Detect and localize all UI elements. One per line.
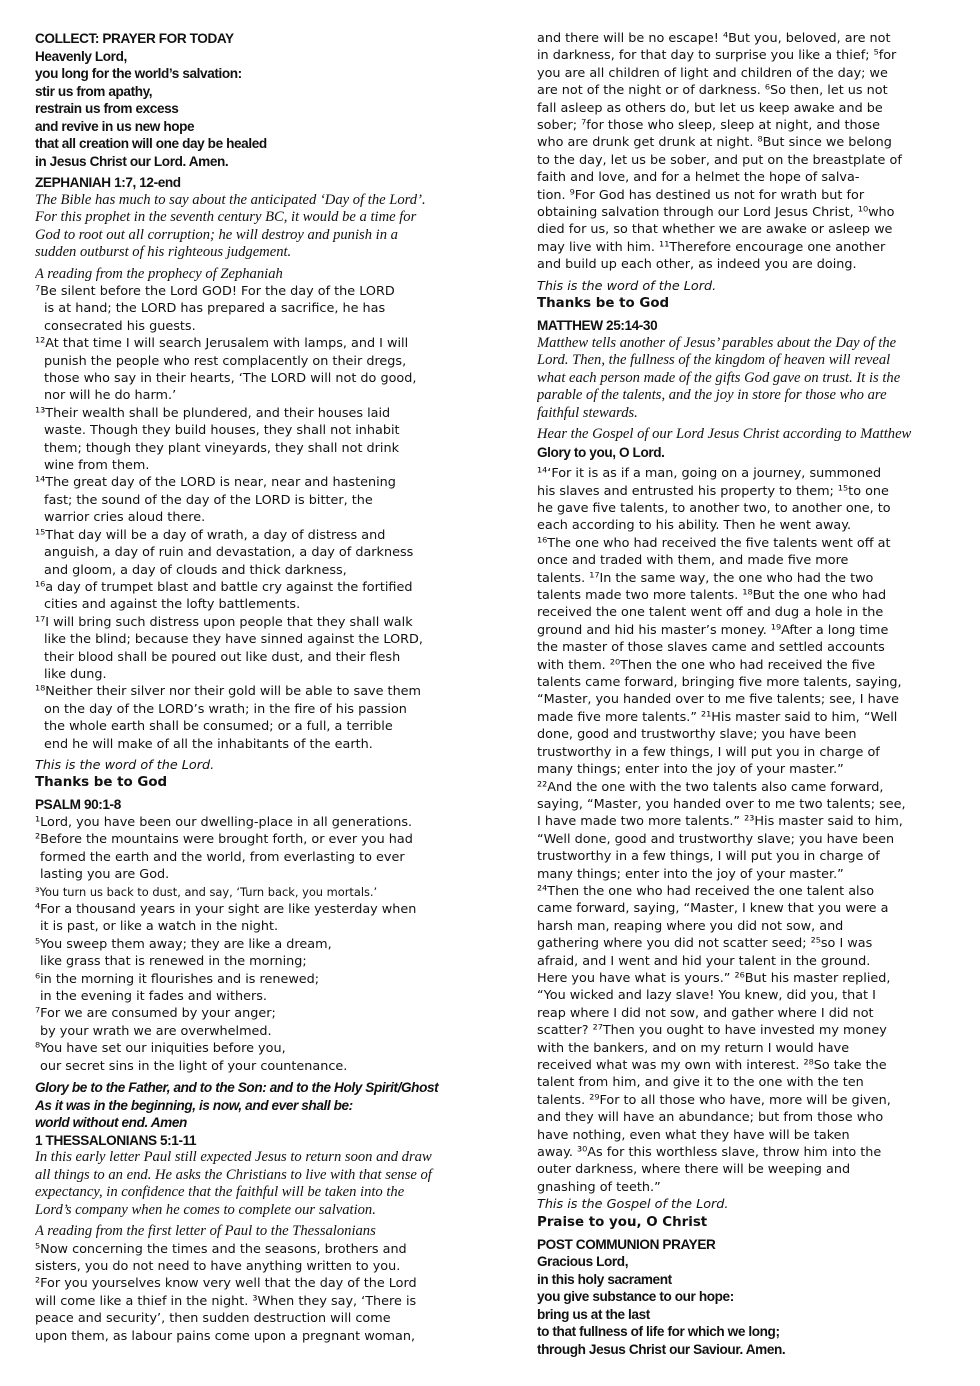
text-line: ¹³Their wealth shall be plundered, and their houses laid	[35, 405, 391, 421]
text-line: Glory to you, O Lord.	[537, 444, 665, 460]
text-line: talent from him, and give it to the one with the ten	[537, 1075, 864, 1091]
text-line: and there will be no escape! ⁴But you, beloved, are not	[537, 31, 891, 46]
text-line: fast; the sound of the day of the LORD is bitter, the	[44, 492, 373, 508]
text-line: ¹²At that time I will search Jerusalem with lamps, and I will	[35, 336, 409, 352]
text-line: came forward, saying, “Master, I knew that you were a	[537, 901, 889, 917]
text-line: ⁴For a thousand years in your sight are like yesterday when	[35, 902, 417, 917]
text-line: faithful stewards.	[537, 404, 638, 421]
text-line: talents made two more talents. ¹⁸But the one who had	[537, 588, 887, 604]
text-line: bring us at the last	[537, 1306, 650, 1322]
text-line: In this early letter Paul still expected Jesus to return soon and draw	[35, 1149, 432, 1166]
text-line: away. ³⁰As for this worthless slave, throw him into the	[537, 1145, 882, 1161]
text-line: I have made two more talents.” ²³His master said to him,	[537, 814, 903, 830]
text-line: to the day, let us be sober, and put on the breastplate of	[537, 152, 902, 168]
text-line: are not of the night or of darkness. ⁶So then, let us not	[537, 83, 888, 99]
text-line: sudden outburst of his righteous judgement.	[35, 244, 292, 260]
text-line: scatter? ²⁷Then you ought to have invested my money	[537, 1023, 887, 1039]
text-line: ²Before the mountains were brought forth, or ever you had	[35, 832, 413, 848]
text-line: A reading from the prophecy of Zephaniah	[35, 265, 283, 282]
text-line: who are drunk get drunk at night. ⁸But since we belong	[537, 135, 892, 151]
text-line: ¹⁴The great day of the LORD is near, near and hastening	[35, 475, 396, 491]
text-line: many things; enter into the joy of your master.”	[537, 866, 844, 882]
text-line: their blood shall be poured out like dust, and their flesh	[44, 649, 401, 665]
text-line: that all creation will one day be healed	[35, 136, 267, 151]
text-line: ²⁴Then the one who had received the one talent also	[537, 883, 875, 899]
text-line: those who say in their hearts, ‘The LORD will not do good,	[44, 371, 417, 387]
text-line: nor will he do harm.’	[44, 388, 177, 404]
text-line: gathering where you did not scatter seed; ²⁵so I was	[537, 936, 873, 952]
text-line: tion. ⁹For God has destined us not for wrath but for	[537, 187, 865, 203]
text-line: POST COMMUNION PRAYER	[537, 1236, 716, 1252]
text-line: Here you have what is yours.” ²⁶But his master replied,	[537, 970, 891, 986]
text-line: you are all children of light and children of the day; we	[537, 65, 888, 81]
text-line: Lord’s company when he comes to complete our salvation.	[35, 1201, 376, 1218]
text-line: ¹⁶The one who had received the five talents went off at	[537, 535, 891, 551]
text-line: God to root out all corruption; he will destroy and punish in a	[35, 226, 398, 243]
text-line: consecrated his guests.	[44, 318, 196, 334]
text-line: received what was my own with interest. ²⁸So take the	[537, 1058, 887, 1073]
text-line: Glory be to the Father, and to the Son: and to the Holy Spirit/Ghost	[35, 1080, 439, 1096]
text-line: ¹⁶a day of trumpet blast and battle cry against the fortified	[35, 579, 413, 595]
text-line: all things to an end. He asks the Christians to live with that sense of	[35, 1166, 432, 1183]
text-line: sober; ⁷for those who sleep, sleep at night, and those	[537, 118, 880, 134]
text-line: saying, “Master, you handed over to me two talents; see,	[537, 796, 906, 812]
text-line: outer darkness, where there will be weeping and	[537, 1162, 851, 1178]
text-line: like the blind; because they have sinned against the LORD,	[44, 632, 423, 648]
text-line: and revive in us new hope	[35, 118, 195, 134]
text-line: end he will make of all the inhabitants of the earth.	[44, 736, 373, 752]
text-line: parable of the talents, and the joy in store for those who are	[537, 387, 887, 404]
text-line: and gloom, a day of clouds and thick darkness,	[44, 562, 347, 578]
text-line: trustworthy in a few things, I will put you in charge of	[537, 849, 880, 865]
text-line: will come like a thief in the night. ³When they say, ‘There is	[35, 1293, 417, 1309]
text-line: ⁸You have set our iniquities before you,	[35, 1041, 286, 1057]
text-line: formed the earth and the world, from everlasting to ever	[40, 849, 405, 865]
text-line: ¹⁷I will bring such distress upon people that they shall walk	[35, 614, 413, 630]
text-line: ²For you yourselves know very well that the day of the Lord	[35, 1276, 417, 1292]
text-line: faith and love, and for a helmet the hope of salva-	[537, 170, 860, 186]
text-line: trustworthy in a few things, I will put you in charge of	[537, 744, 880, 760]
text-line: “You wicked and lazy slave! You knew, did you, that I	[537, 988, 876, 1004]
text-line: stir us from apathy,	[35, 83, 153, 99]
text-line: obtaining salvation through our Lord Jesus Christ, ¹⁰who	[537, 205, 895, 221]
text-line: Hear the Gospel of our Lord Jesus Christ according to Matthew	[537, 426, 912, 443]
text-line: to that fullness of life for which we long;	[537, 1324, 780, 1340]
text-line: and they will have an abundance; but from those who	[537, 1110, 884, 1126]
text-line: ground and hid his master’s money. ¹⁹After a long time	[537, 622, 889, 638]
text-line: world without end. Amen	[35, 1115, 187, 1131]
text-line: “Well done, good and trustworthy slave; you have been	[537, 831, 895, 847]
text-line: his slaves and entrusted his property to them; ¹⁵to one	[537, 483, 889, 499]
text-line: wine from them.	[44, 458, 150, 474]
text-line: peace and security’, then sudden destruction will come	[35, 1311, 391, 1327]
text-line: ²²And the one with the two talents also came forward,	[537, 779, 884, 795]
text-line: is at hand; the LORD has prepared a sacrifice, he has	[44, 301, 386, 317]
text-line: made five more talents.” ²¹His master said to him, “Well	[537, 709, 898, 725]
text-line: received the one talent went off and dug a hole in the	[537, 605, 884, 621]
text-line: them; though they plant vineyards, they shall not drink	[44, 440, 399, 456]
left-column	[35, 30, 465, 1345]
text-line: upon them, as labour pains come upon a pregnant woman,	[35, 1328, 416, 1344]
text-line: Heavenly Lord,	[35, 48, 127, 64]
text-line: in darkness, for that day to surprise you like a thief; ⁵for	[537, 48, 897, 64]
text-line: Lord. Then, the fullness of the kingdom of heaven will reveal	[537, 352, 891, 369]
text-line: Thanks be to God	[537, 296, 670, 312]
text-line: Matthew tells another of Jesus’ parables about the Day of the	[537, 334, 897, 351]
text-line: “Master, you handed over to me five talents; see, I have	[537, 692, 900, 708]
text-line: died for us, so that whether we are awake or asleep we	[537, 222, 893, 238]
text-line: the whole earth shall be consumed; or a full, a terrible	[44, 719, 393, 735]
text-line: the master of those slaves came and settled accounts	[537, 640, 885, 656]
text-line: ⁷For we are consumed by your anger;	[35, 1006, 276, 1022]
text-line: For this prophet in the seventh century BC, it would be a time for	[35, 209, 417, 225]
text-line: what each person made of the gifts God gave on trust. It is the	[537, 369, 901, 386]
text-line: This is the word of the Lord.	[537, 278, 717, 294]
text-line: ⁶in the morning it flourishes and is renewed;	[35, 971, 320, 987]
text-line: talents came forward, bringing five more talents, saying,	[537, 675, 902, 691]
text-line: punish the people who rest complacently on their dregs,	[44, 353, 407, 369]
text-line: reap where I did not sow, and gather where I did not	[537, 1005, 874, 1021]
text-line: A reading from the first letter of Paul to the Thessalonians	[35, 1223, 376, 1240]
text-line: 1 THESSALONIANS 5:1-11	[35, 1132, 197, 1148]
text-line: with the bankers, and on my return I would have	[537, 1040, 850, 1056]
text-line: As it was in the beginning, is now, and ever shall be:	[35, 1097, 353, 1113]
text-line: gnashing of teeth.”	[537, 1179, 661, 1195]
text-line: you give substance to our hope:	[537, 1289, 734, 1305]
text-line: in Jesus Christ our Lord. Amen.	[35, 153, 229, 169]
text-line: sisters, you do not need to have anything written to you.	[35, 1258, 401, 1274]
text-line: lasting you are God.	[40, 867, 170, 883]
text-line: cities and against the lofty battlements.	[44, 597, 301, 613]
text-line: by your wrath we are overwhelmed.	[40, 1023, 272, 1039]
text-line: done, good and trustworthy slave; you have been	[537, 727, 857, 743]
text-line: This is the Gospel of the Lord.	[537, 1197, 729, 1213]
text-line: fall asleep as others do, but let us keep awake and be	[537, 100, 883, 116]
text-line: ³You turn us back to dust, and say, ‘Turn back, you mortals.’	[35, 884, 378, 899]
text-line: in the evening it fades and withers.	[40, 989, 267, 1005]
text-line: many things; enter into the joy of your master.”	[537, 762, 844, 778]
text-line: and build up each other, as indeed you are doing.	[537, 257, 857, 273]
text-line: have nothing, even what they have will be taken	[537, 1127, 850, 1143]
text-line: afraid, and I went and hid your talent in the ground.	[537, 953, 871, 969]
text-line: like dung.	[44, 666, 107, 682]
text-line: ⁵You sweep them away; they are like a dream,	[35, 936, 332, 952]
text-line: you long for the world’s salvation:	[35, 66, 242, 81]
text-line: our secret sins in the light of your countenance.	[40, 1058, 348, 1074]
text-line: Praise to you, O Christ	[537, 1214, 708, 1230]
text-line: harsh man, reaping where you did not sow, and	[537, 918, 844, 934]
text-line: waste. Though they build houses, they shall not inhabit	[44, 423, 400, 439]
text-line: ⁷Be silent before the Lord GOD! For the day of the LORD	[35, 284, 395, 299]
text-line: talents. ¹⁷In the same way, the one who had the two	[537, 570, 874, 586]
text-line: Thanks be to God	[35, 775, 168, 791]
text-line: warrior cries aloud there.	[44, 510, 206, 526]
right-column	[537, 30, 957, 1358]
text-line: talents. ²⁹For to all those who have, more will be given,	[537, 1092, 891, 1108]
text-line: ¹⁵That day will be a day of wrath, a day of distress and	[35, 527, 386, 543]
text-line: Gracious Lord,	[537, 1254, 629, 1270]
text-line: The Bible has much to say about the anticipated ‘Day of the Lord’.	[35, 191, 426, 208]
text-line: expectancy, in confidence that the faithful will be taken into the	[35, 1184, 405, 1201]
text-line: This is the word of the Lord.	[35, 757, 215, 773]
text-line: through Jesus Christ our Saviour. Amen.	[537, 1341, 786, 1357]
text-line: he gave five talents, to another two, to another one, to	[537, 501, 891, 516]
text-line: with them. ²⁰Then the one who had received the five	[537, 657, 876, 673]
text-line: anguish, a day of ruin and devastation, a day of darkness	[44, 545, 414, 561]
text-line: COLLECT: PRAYER FOR TODAY	[35, 31, 234, 46]
text-line: ⁵Now concerning the times and the seasons, brothers and	[35, 1241, 407, 1257]
text-line: ¹Lord, you have been our dwelling-place in all generations.	[35, 814, 413, 830]
text-line: PSALM 90:1-8	[35, 797, 121, 813]
text-line: each according to his ability. Then he went away.	[537, 518, 852, 534]
text-line: on the day of the LORD’s wrath; in the fire of his passion	[44, 701, 407, 717]
text-line: ZEPHANIAH 1:7, 12-end	[35, 175, 181, 190]
text-line: ¹⁴‘For it is as if a man, going on a journey, summoned	[537, 466, 882, 482]
text-line: once and traded with them, and made five more	[537, 553, 849, 569]
text-line: ¹⁸Neither their silver nor their gold will be able to save them	[35, 684, 422, 700]
text-line: it is past, or like a watch in the night.	[40, 919, 279, 935]
text-line: may live with him. ¹¹Therefore encourage one another	[537, 239, 886, 255]
text-line: MATTHEW 25:14-30	[537, 318, 658, 334]
text-line: restrain us from excess	[35, 101, 179, 116]
text-line: in this holy sacrament	[537, 1271, 672, 1287]
text-line: like grass that is renewed in the morning;	[40, 954, 307, 970]
